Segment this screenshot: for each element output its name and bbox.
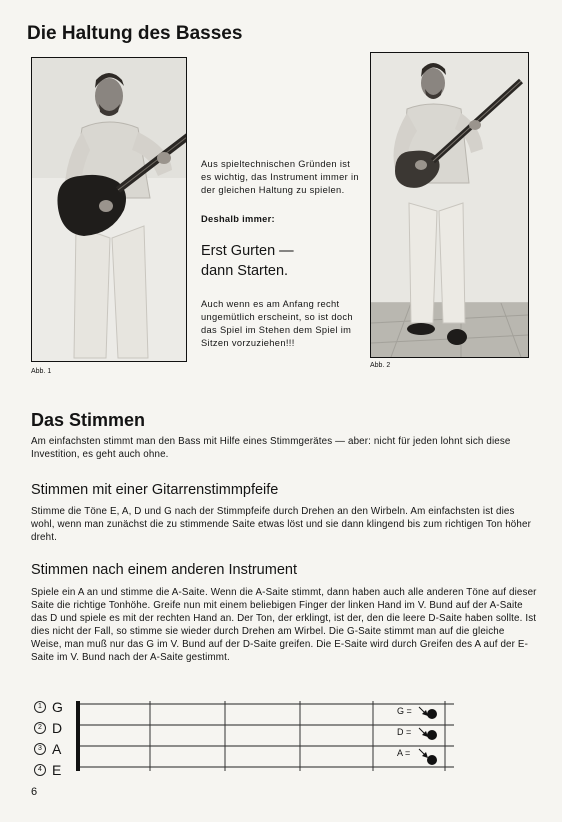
pitchpipe-text: Stimme die Töne E, A, D und G nach der Stimmpfeife durch Drehen an den Wirbeln. Am einfachsten ist dies wohl, wenn man zunächst die zu stimmende Saite etwas löst und sie dann klingend bis zum richtigen Ton höher dreht. (31, 506, 531, 543)
marker-dot-d (427, 730, 437, 740)
instrument-heading: Stimmen nach einem anderen Instrument (31, 562, 297, 578)
caption-abb-1: Abb. 1 (31, 368, 52, 375)
holding-outro-text: Auch wenn es am Anfang recht ungemütlich erscheint, so ist doch das Spiel im Stehen dem Spiel im Sitzen vorzuziehen!!! (201, 299, 353, 348)
page-number: 6 (31, 786, 38, 798)
marker-label-g: G = (397, 706, 412, 716)
string-number-4: 4 (34, 764, 46, 776)
section-title: Das Stimmen (31, 410, 146, 430)
string-number-1: 1 (34, 701, 46, 713)
string-label-3 (34, 738, 74, 759)
marker-dot-g (427, 709, 437, 719)
section-intro-text: Am einfachsten stimmt man den Bass mit Hilfe eines Stimmgerätes — aber: nicht für jeden lohnt sich diese Investition, es geht auch ohne. (31, 436, 511, 460)
string-note-a: A (52, 740, 62, 757)
string-note-g: G (52, 698, 63, 715)
photo-bassist-seated-view (31, 57, 187, 362)
string-label-2 (34, 717, 74, 738)
slogan-line-2: dann Starten. (201, 263, 289, 279)
photo-2-illustration (371, 53, 528, 357)
string-note-d: D (52, 719, 63, 736)
fretboard-nut (76, 701, 80, 771)
fretboard-diagram (70, 694, 460, 786)
page-title: Die Haltung des Basses (27, 23, 243, 44)
string-label-4 (34, 759, 74, 780)
caption-abb-2: Abb. 2 (370, 362, 391, 369)
pitchpipe-heading: Stimmen mit einer Gitarrenstimmpfeife (31, 482, 279, 498)
holding-bold-text: Deshalb immer: (201, 214, 275, 224)
string-note-e: E (52, 761, 62, 778)
photo-1-illustration (32, 58, 186, 361)
string-number-2: 2 (34, 722, 46, 734)
holding-intro-text: Aus spieltechnischen Gründen ist es wichtig, das Instrument immer in der gleichen Haltung zu spielen. (201, 159, 359, 195)
marker-label-d: D = (397, 727, 412, 737)
slogan-line-1: Erst Gurten — (201, 243, 294, 259)
instrument-text: Spiele ein A an und stimme die A-Saite. Wenn die A-Saite stimmt, dann haben auch alle anderen Töne auf dieser Saite die richtige Tonhöhe. Greife nun mit einem beliebigen Finger der linken Hand im V. Bund auf der A-Saite das D und spiele es mit der rechten Hand an. Der Ton, der erklingt, ist der, den die leere D-Saite haben sollte. Ist dies nicht der Fall, so stimme sie wieder durch Drehen am Wirbel. Die G-Saite stimmt man auf die gleiche Weise, man muß nur das G im V. Bund auf der D-Saite greifen. Die E-Saite wird durch Greifen des A auf der E-Saite im V. Bund nach der A-Saite gestimmt. (31, 587, 537, 663)
marker-label-a: A = (397, 748, 411, 758)
photo-bassist-standing-view (370, 52, 529, 358)
string-number-3: 3 (34, 743, 46, 755)
string-labels (34, 696, 74, 780)
string-label-1 (34, 696, 74, 717)
marker-dot-a (427, 755, 437, 765)
